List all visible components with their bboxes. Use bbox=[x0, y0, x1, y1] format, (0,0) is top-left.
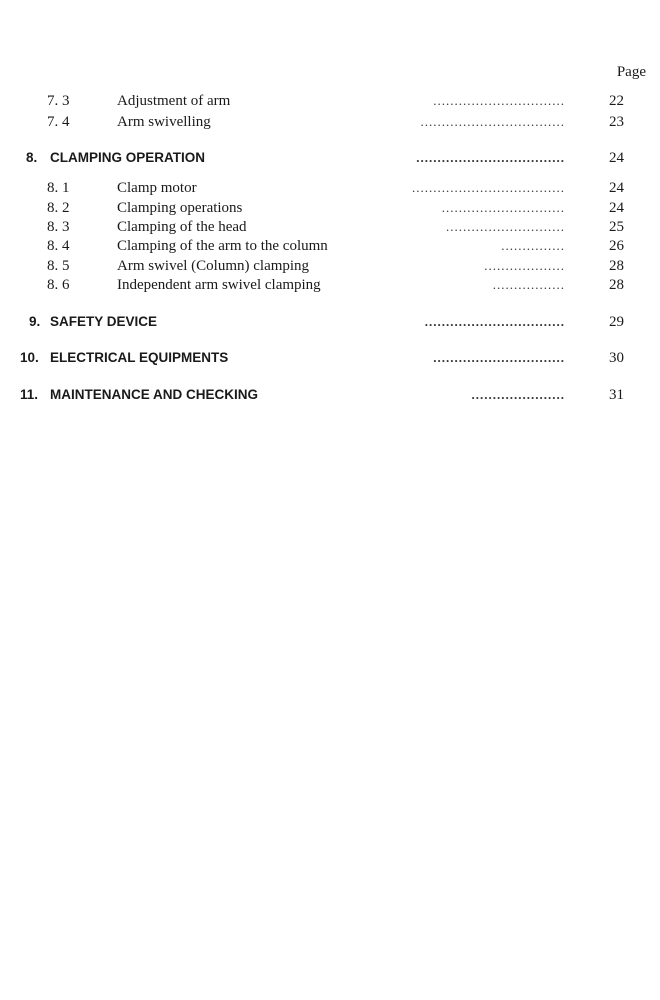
toc-section-9 bbox=[0, 312, 660, 332]
toc-section-10 bbox=[0, 348, 660, 368]
entry-page: 23 bbox=[609, 114, 624, 130]
section-title: CLAMPING OPERATION bbox=[50, 150, 205, 165]
dot-leader: ................................... bbox=[416, 150, 565, 165]
toc-entry-7-3 bbox=[0, 91, 660, 111]
entry-number: 8. 5 bbox=[47, 258, 70, 274]
dot-leader: ............................... bbox=[433, 93, 565, 108]
entry-number: 7. 4 bbox=[47, 114, 70, 130]
entry-title: Adjustment of arm bbox=[117, 93, 231, 109]
toc-entry-8-1 bbox=[0, 178, 660, 198]
entry-page: 25 bbox=[609, 219, 624, 235]
toc-entry-8-4 bbox=[0, 236, 660, 256]
toc-entry-8-3 bbox=[0, 217, 660, 237]
entry-number: 8. 6 bbox=[47, 277, 70, 293]
toc-entry-8-2 bbox=[0, 198, 660, 218]
section-title: MAINTENANCE AND CHECKING bbox=[50, 387, 258, 402]
dot-leader: .................................... bbox=[412, 180, 565, 195]
entry-number: 8. 4 bbox=[47, 238, 70, 254]
section-number: 8. bbox=[26, 150, 38, 165]
section-number: 10. bbox=[20, 350, 39, 365]
section-number: 11. bbox=[20, 387, 39, 402]
entry-title: Arm swivelling bbox=[117, 114, 211, 130]
page-column-heading: Page bbox=[616, 64, 646, 80]
entry-title: Independent arm swivel clamping bbox=[117, 277, 321, 293]
entry-page: 22 bbox=[609, 93, 624, 109]
entry-page: 31 bbox=[609, 387, 624, 403]
section-number: 9. bbox=[29, 314, 41, 329]
dot-leader: .................................. bbox=[420, 114, 565, 129]
section-title: SAFETY DEVICE bbox=[50, 314, 158, 329]
entry-number: 7. 3 bbox=[47, 93, 70, 109]
dot-leader: ............................. bbox=[441, 200, 565, 215]
toc-entry-7-4 bbox=[0, 112, 660, 132]
dot-leader: ................................. bbox=[424, 314, 565, 329]
dot-leader: ............... bbox=[501, 238, 565, 253]
toc-entry-8-6 bbox=[0, 275, 660, 295]
entry-page: 24 bbox=[609, 200, 624, 216]
dot-leader: ............................ bbox=[446, 219, 565, 234]
dot-leader: ............................... bbox=[433, 350, 565, 365]
dot-leader: ................. bbox=[492, 277, 565, 292]
entry-page: 30 bbox=[609, 350, 624, 366]
dot-leader: ................... bbox=[484, 258, 565, 273]
entry-page: 24 bbox=[609, 180, 624, 196]
toc-entry-8-5 bbox=[0, 256, 660, 276]
entry-page: 28 bbox=[609, 277, 624, 293]
toc-section-11 bbox=[0, 385, 660, 405]
toc-section-8 bbox=[0, 148, 660, 168]
dot-leader: ...................... bbox=[471, 387, 565, 402]
entry-title: Clamping of the arm to the column bbox=[117, 238, 328, 254]
entry-page: 29 bbox=[609, 314, 624, 330]
entry-page: 28 bbox=[609, 258, 624, 274]
entry-title: Clamping of the head bbox=[117, 219, 247, 235]
entry-number: 8. 1 bbox=[47, 180, 70, 196]
entry-title: Arm swivel (Column) clamping bbox=[117, 258, 310, 274]
entry-number: 8. 3 bbox=[47, 219, 70, 235]
entry-number: 8. 2 bbox=[47, 200, 70, 216]
section-title: ELECTRICAL EQUIPMENTS bbox=[50, 350, 229, 365]
entry-title: Clamp motor bbox=[117, 180, 197, 196]
entry-page: 26 bbox=[609, 238, 624, 254]
entry-title: Clamping operations bbox=[117, 200, 243, 216]
entry-page: 24 bbox=[609, 150, 624, 166]
